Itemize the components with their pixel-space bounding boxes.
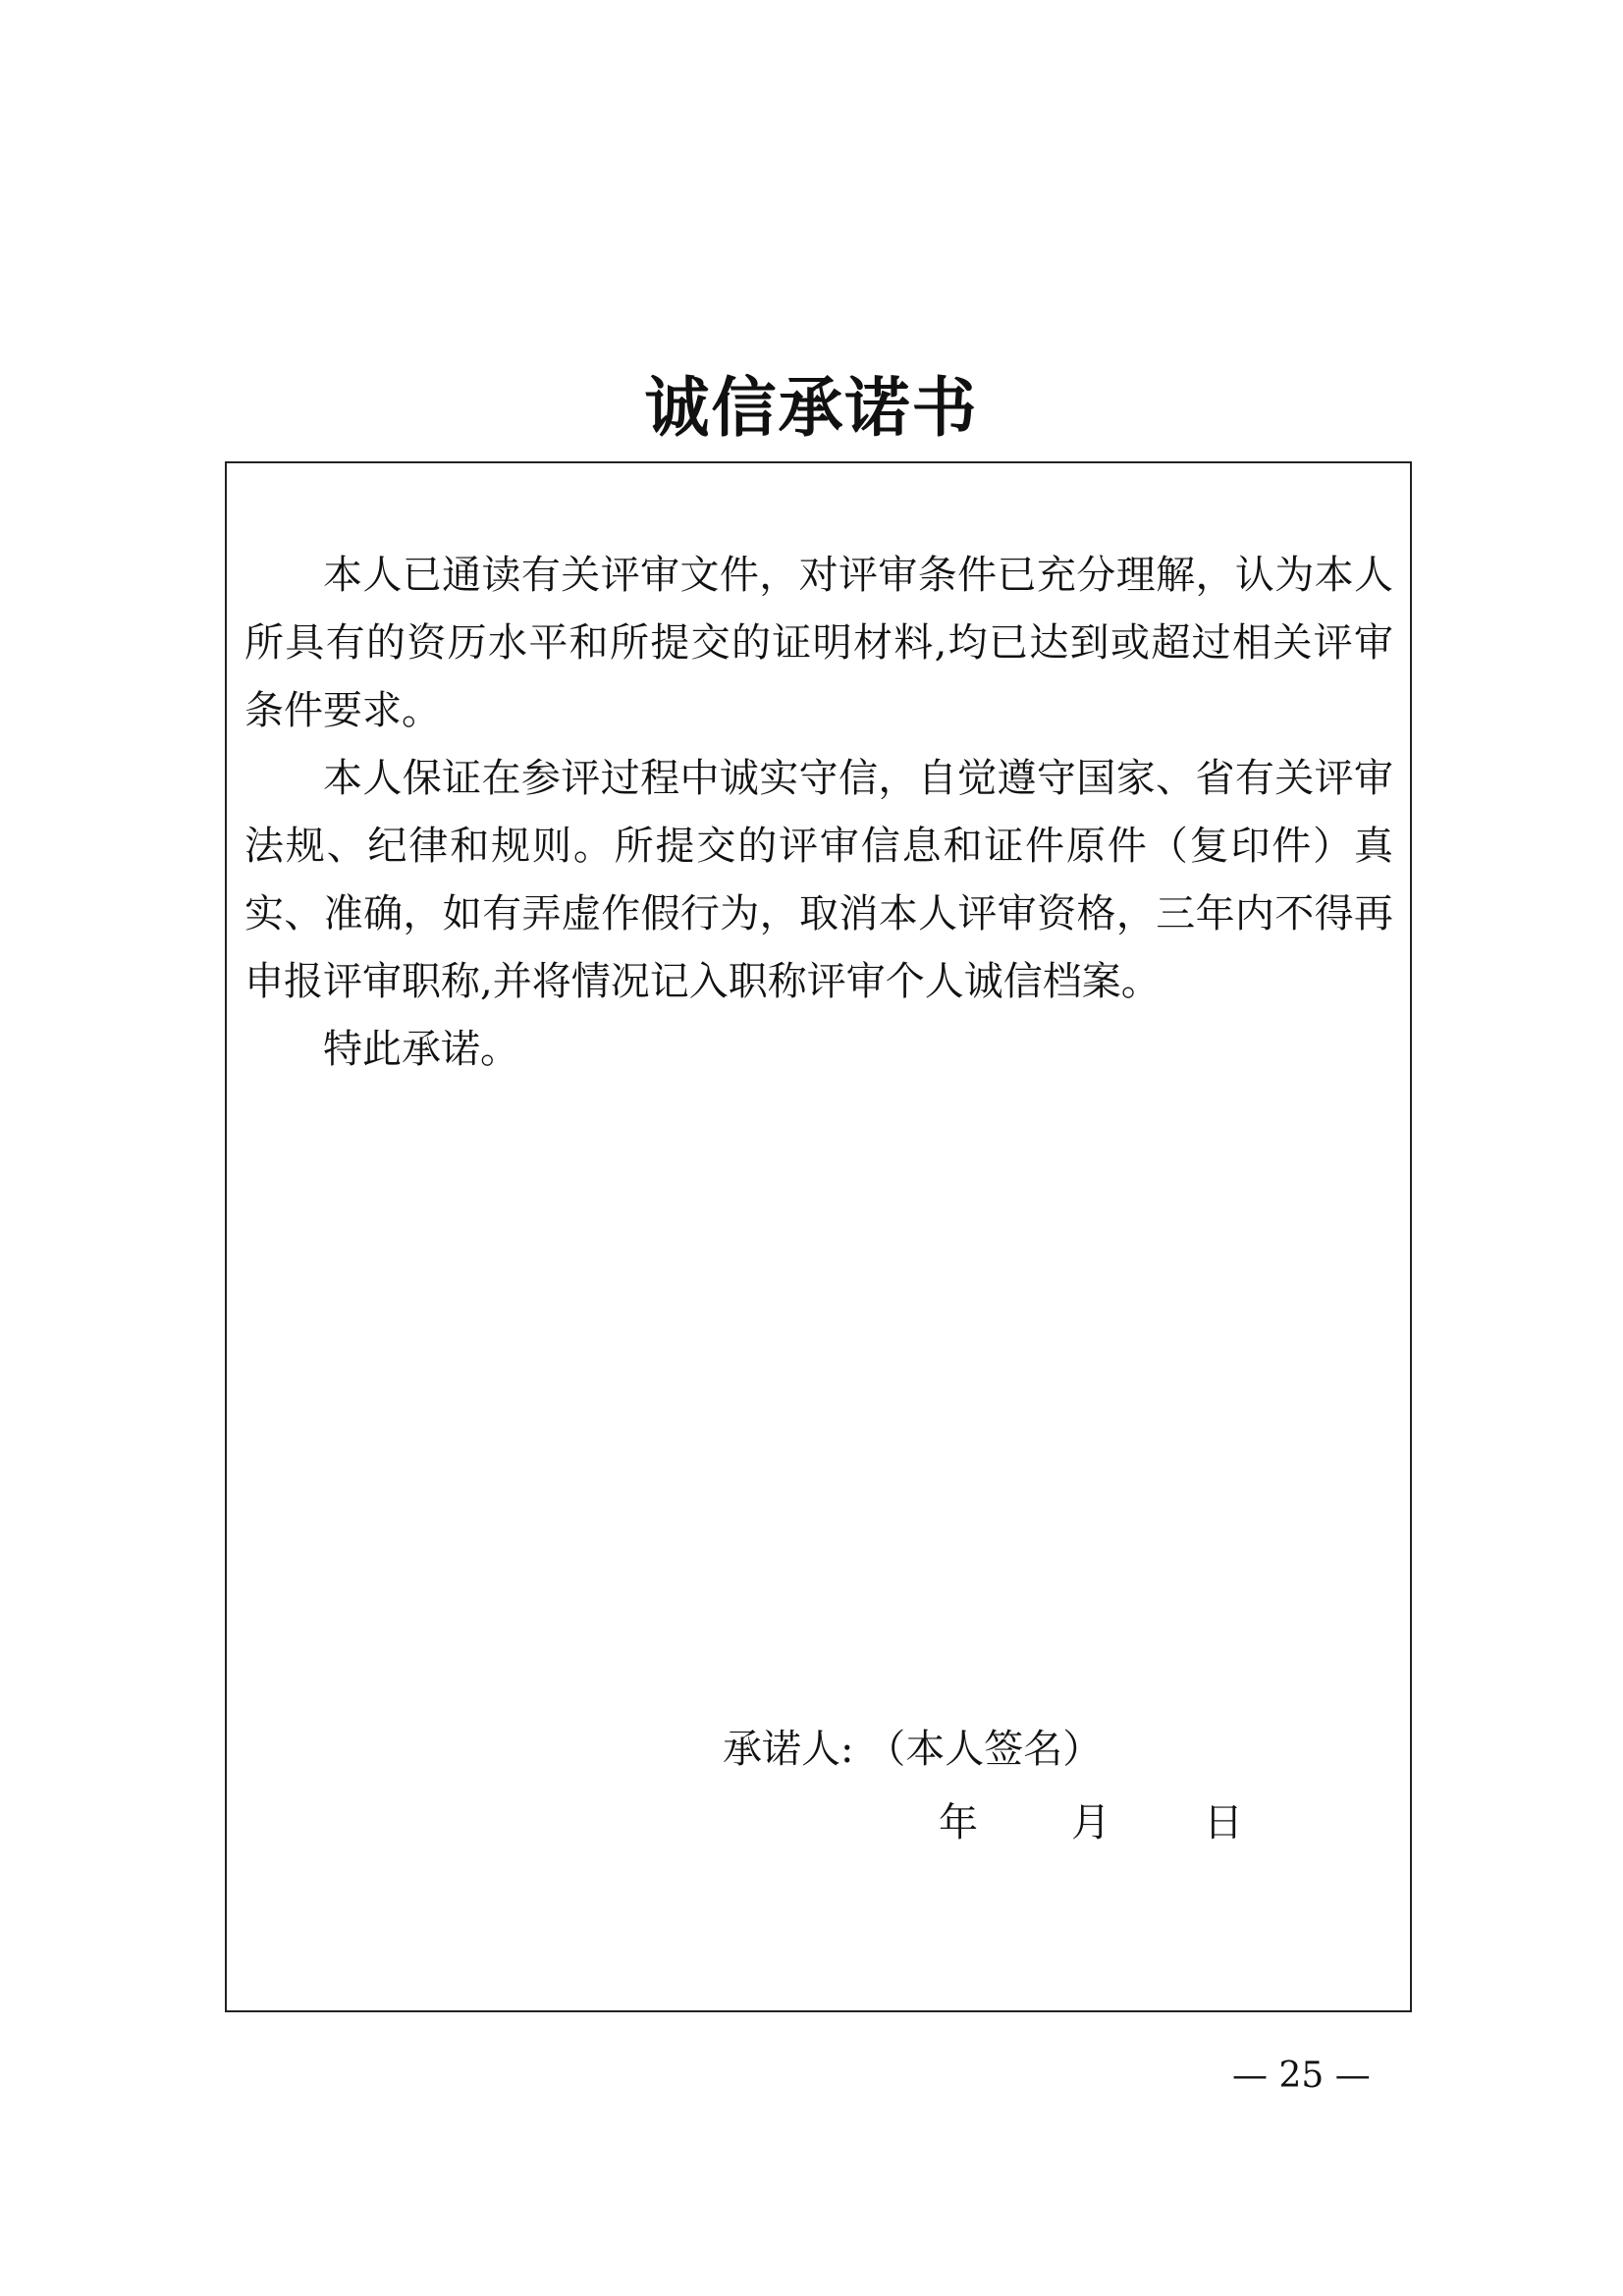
page-number: — 25 — (1232, 2056, 1371, 2096)
page-title: 诚信承诺书 (644, 369, 979, 446)
date-month: 月 (1071, 1800, 1110, 1845)
signature-label: 承诺人: (723, 1727, 854, 1772)
paragraph-integrity: 本人保证在参评过程中诚实守信，自觉遵守国家、省有关评审法规、纪律和规则。所提交的评审信息和证件原件（复印件）真实、准确，如有弄虚作假行为，取消本人评审资格，三年内不得再申报评审职称,并将情况记入职称评审个人诚信档案。 (244, 756, 1393, 1004)
paragraph-closing: 特此承诺。 (323, 1027, 519, 1072)
pledge-box (225, 461, 1412, 2012)
date-day: 日 (1204, 1800, 1243, 1845)
pledge-body (244, 542, 1393, 1084)
signature-line (723, 1720, 1102, 1779)
date-line (939, 1793, 1243, 1852)
signature-placeholder: （本人签名） (866, 1727, 1103, 1772)
date-year: 年 (939, 1800, 978, 1845)
paragraph-qualification: 本人已通读有关评审文件，对评审条件已充分理解，认为本人所具有的资历水平和所提交的证明材料,均已达到或超过相关评审条件要求。 (244, 553, 1393, 733)
